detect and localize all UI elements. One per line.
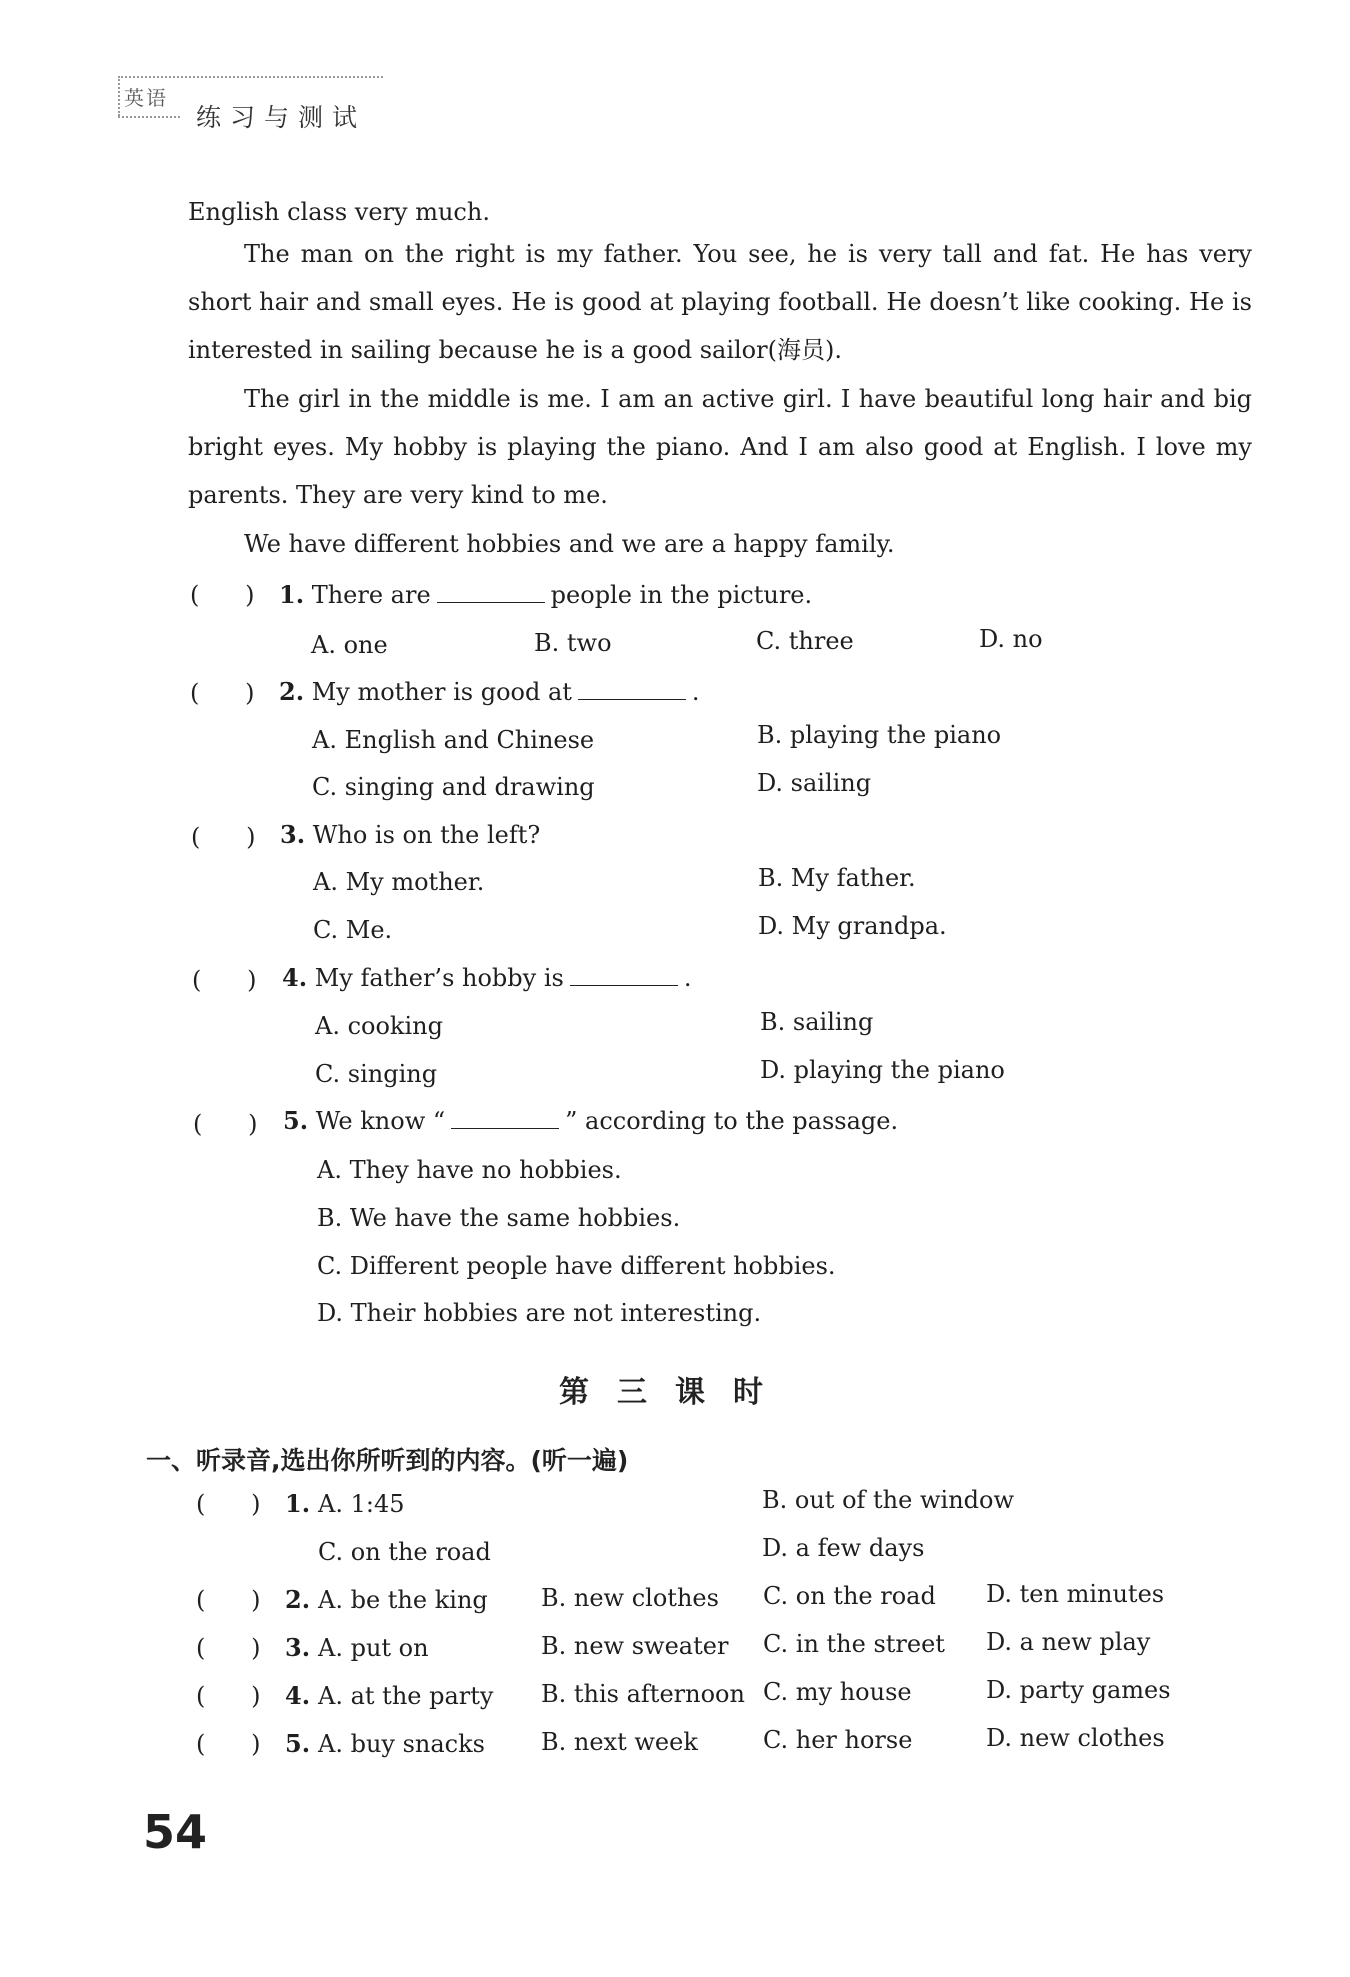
answer-bracket[interactable]: ( ) bbox=[190, 679, 255, 707]
question-stem: We know “ bbox=[315, 1107, 446, 1135]
option: C. three bbox=[756, 627, 854, 655]
option: C. on the road bbox=[763, 1582, 936, 1610]
option: B. out of the window bbox=[762, 1486, 1014, 1514]
question-stem-end: . bbox=[691, 678, 700, 706]
question-4 bbox=[282, 963, 691, 993]
option: C. in the street bbox=[763, 1630, 945, 1658]
option: A. be the king bbox=[318, 1586, 488, 1614]
option: B. two bbox=[534, 629, 612, 657]
question-number: 4. bbox=[285, 1681, 311, 1710]
option: B. new clothes bbox=[541, 1584, 719, 1612]
question-3 bbox=[280, 820, 540, 850]
question-number: 2. bbox=[279, 677, 305, 706]
answer-blank bbox=[451, 1106, 559, 1129]
answer-bracket[interactable]: ( ) bbox=[191, 823, 256, 851]
option: B. this afternoon bbox=[541, 1680, 745, 1708]
answer-bracket[interactable]: ( ) bbox=[196, 1730, 261, 1758]
book-title: 练习与测试 bbox=[196, 103, 367, 132]
answer-bracket[interactable]: ( ) bbox=[196, 1682, 261, 1710]
question-number: 5. bbox=[285, 1729, 311, 1758]
question-stem-end: ” according to the passage. bbox=[565, 1107, 899, 1135]
question-2 bbox=[279, 677, 700, 707]
part-heading: 一、听录音,选出你所听到的内容。(听一遍) bbox=[146, 1446, 629, 1475]
option: B. playing the piano bbox=[757, 721, 1002, 749]
option: D. My grandpa. bbox=[758, 912, 947, 940]
option: A. at the party bbox=[318, 1682, 494, 1710]
option: C. my house bbox=[763, 1678, 912, 1706]
question-number: 2. bbox=[285, 1585, 311, 1614]
passage-paragraph-3: We have different hobbies and we are a happy family. bbox=[244, 530, 895, 558]
question-number: 1. bbox=[285, 1489, 311, 1518]
option: A. 1:45 bbox=[318, 1490, 405, 1518]
option: D. party games bbox=[986, 1676, 1171, 1704]
option: A. My mother. bbox=[313, 868, 485, 896]
passage-paragraph-1: The man on the right is my father. You see, he is very tall and fat. He has very short hair and small eyes. He is good at playing football. He doesn’t like cooking. He is interested in sailing because he is a good sailor(海员). bbox=[188, 240, 1252, 364]
option: D. no bbox=[979, 625, 1043, 653]
passage-paragraph-2: The girl in the middle is me. I am an active girl. I have beautiful long hair and big bright eyes. My hobby is playing the piano. And I am also good at English. I love my parents. They are very kind to me. bbox=[188, 385, 1252, 509]
option: C. her horse bbox=[763, 1726, 913, 1754]
question-stem: My mother is good at bbox=[311, 678, 572, 706]
option: B. new sweater bbox=[541, 1632, 729, 1660]
question-number: 3. bbox=[285, 1633, 311, 1662]
question-stem: Who is on the left? bbox=[312, 821, 541, 849]
option: D. Their hobbies are not interesting. bbox=[317, 1299, 762, 1327]
page-number: 54 bbox=[143, 1805, 208, 1859]
answer-bracket[interactable]: ( ) bbox=[192, 966, 257, 994]
answer-bracket[interactable]: ( ) bbox=[196, 1490, 261, 1518]
passage-line-0: English class very much. bbox=[188, 198, 490, 226]
answer-blank bbox=[437, 580, 545, 603]
question-5 bbox=[283, 1106, 898, 1136]
option: C. singing bbox=[315, 1060, 438, 1088]
answer-blank bbox=[570, 963, 678, 986]
option: D. a new play bbox=[986, 1628, 1151, 1656]
option: C. on the road bbox=[318, 1538, 491, 1566]
answer-bracket[interactable]: ( ) bbox=[196, 1634, 261, 1662]
option: D. a few days bbox=[762, 1534, 925, 1562]
option: B. My father. bbox=[758, 864, 916, 892]
page-header bbox=[118, 76, 383, 136]
answer-blank bbox=[578, 677, 686, 700]
option: A. one bbox=[311, 631, 388, 659]
question-stem-end: . bbox=[683, 964, 692, 992]
option: A. put on bbox=[318, 1634, 429, 1662]
option: C. Me. bbox=[313, 916, 393, 944]
option: A. buy snacks bbox=[318, 1730, 485, 1758]
header-dotted-divider bbox=[118, 116, 180, 118]
answer-bracket[interactable]: ( ) bbox=[193, 1110, 258, 1138]
option: A. They have no hobbies. bbox=[317, 1156, 622, 1184]
question-number: 4. bbox=[282, 963, 308, 992]
option: D. ten minutes bbox=[986, 1580, 1165, 1608]
question-stem: My father’s hobby is bbox=[314, 964, 564, 992]
option: B. We have the same hobbies. bbox=[317, 1204, 681, 1232]
option: A. cooking bbox=[315, 1012, 443, 1040]
option: D. sailing bbox=[757, 769, 872, 797]
answer-bracket[interactable]: ( ) bbox=[196, 1586, 261, 1614]
question-stem-end: people in the picture. bbox=[550, 581, 813, 609]
question-1 bbox=[279, 580, 812, 610]
option: A. English and Chinese bbox=[312, 726, 595, 754]
option: B. sailing bbox=[760, 1008, 874, 1036]
option: D. playing the piano bbox=[760, 1056, 1005, 1084]
question-number: 1. bbox=[279, 580, 305, 609]
section-title: 第三课时 bbox=[559, 1375, 791, 1410]
question-number: 3. bbox=[280, 820, 306, 849]
question-stem: There are bbox=[311, 581, 431, 609]
header-dotted-edge bbox=[118, 76, 120, 116]
option: C. singing and drawing bbox=[312, 773, 595, 801]
subject-label: 英语 bbox=[124, 86, 168, 110]
option: C. Different people have different hobbies. bbox=[317, 1252, 836, 1280]
header-dotted-line bbox=[118, 76, 383, 78]
question-number: 5. bbox=[283, 1106, 309, 1135]
answer-bracket[interactable]: ( ) bbox=[190, 581, 255, 609]
option: B. next week bbox=[541, 1728, 698, 1756]
option: D. new clothes bbox=[986, 1724, 1165, 1752]
